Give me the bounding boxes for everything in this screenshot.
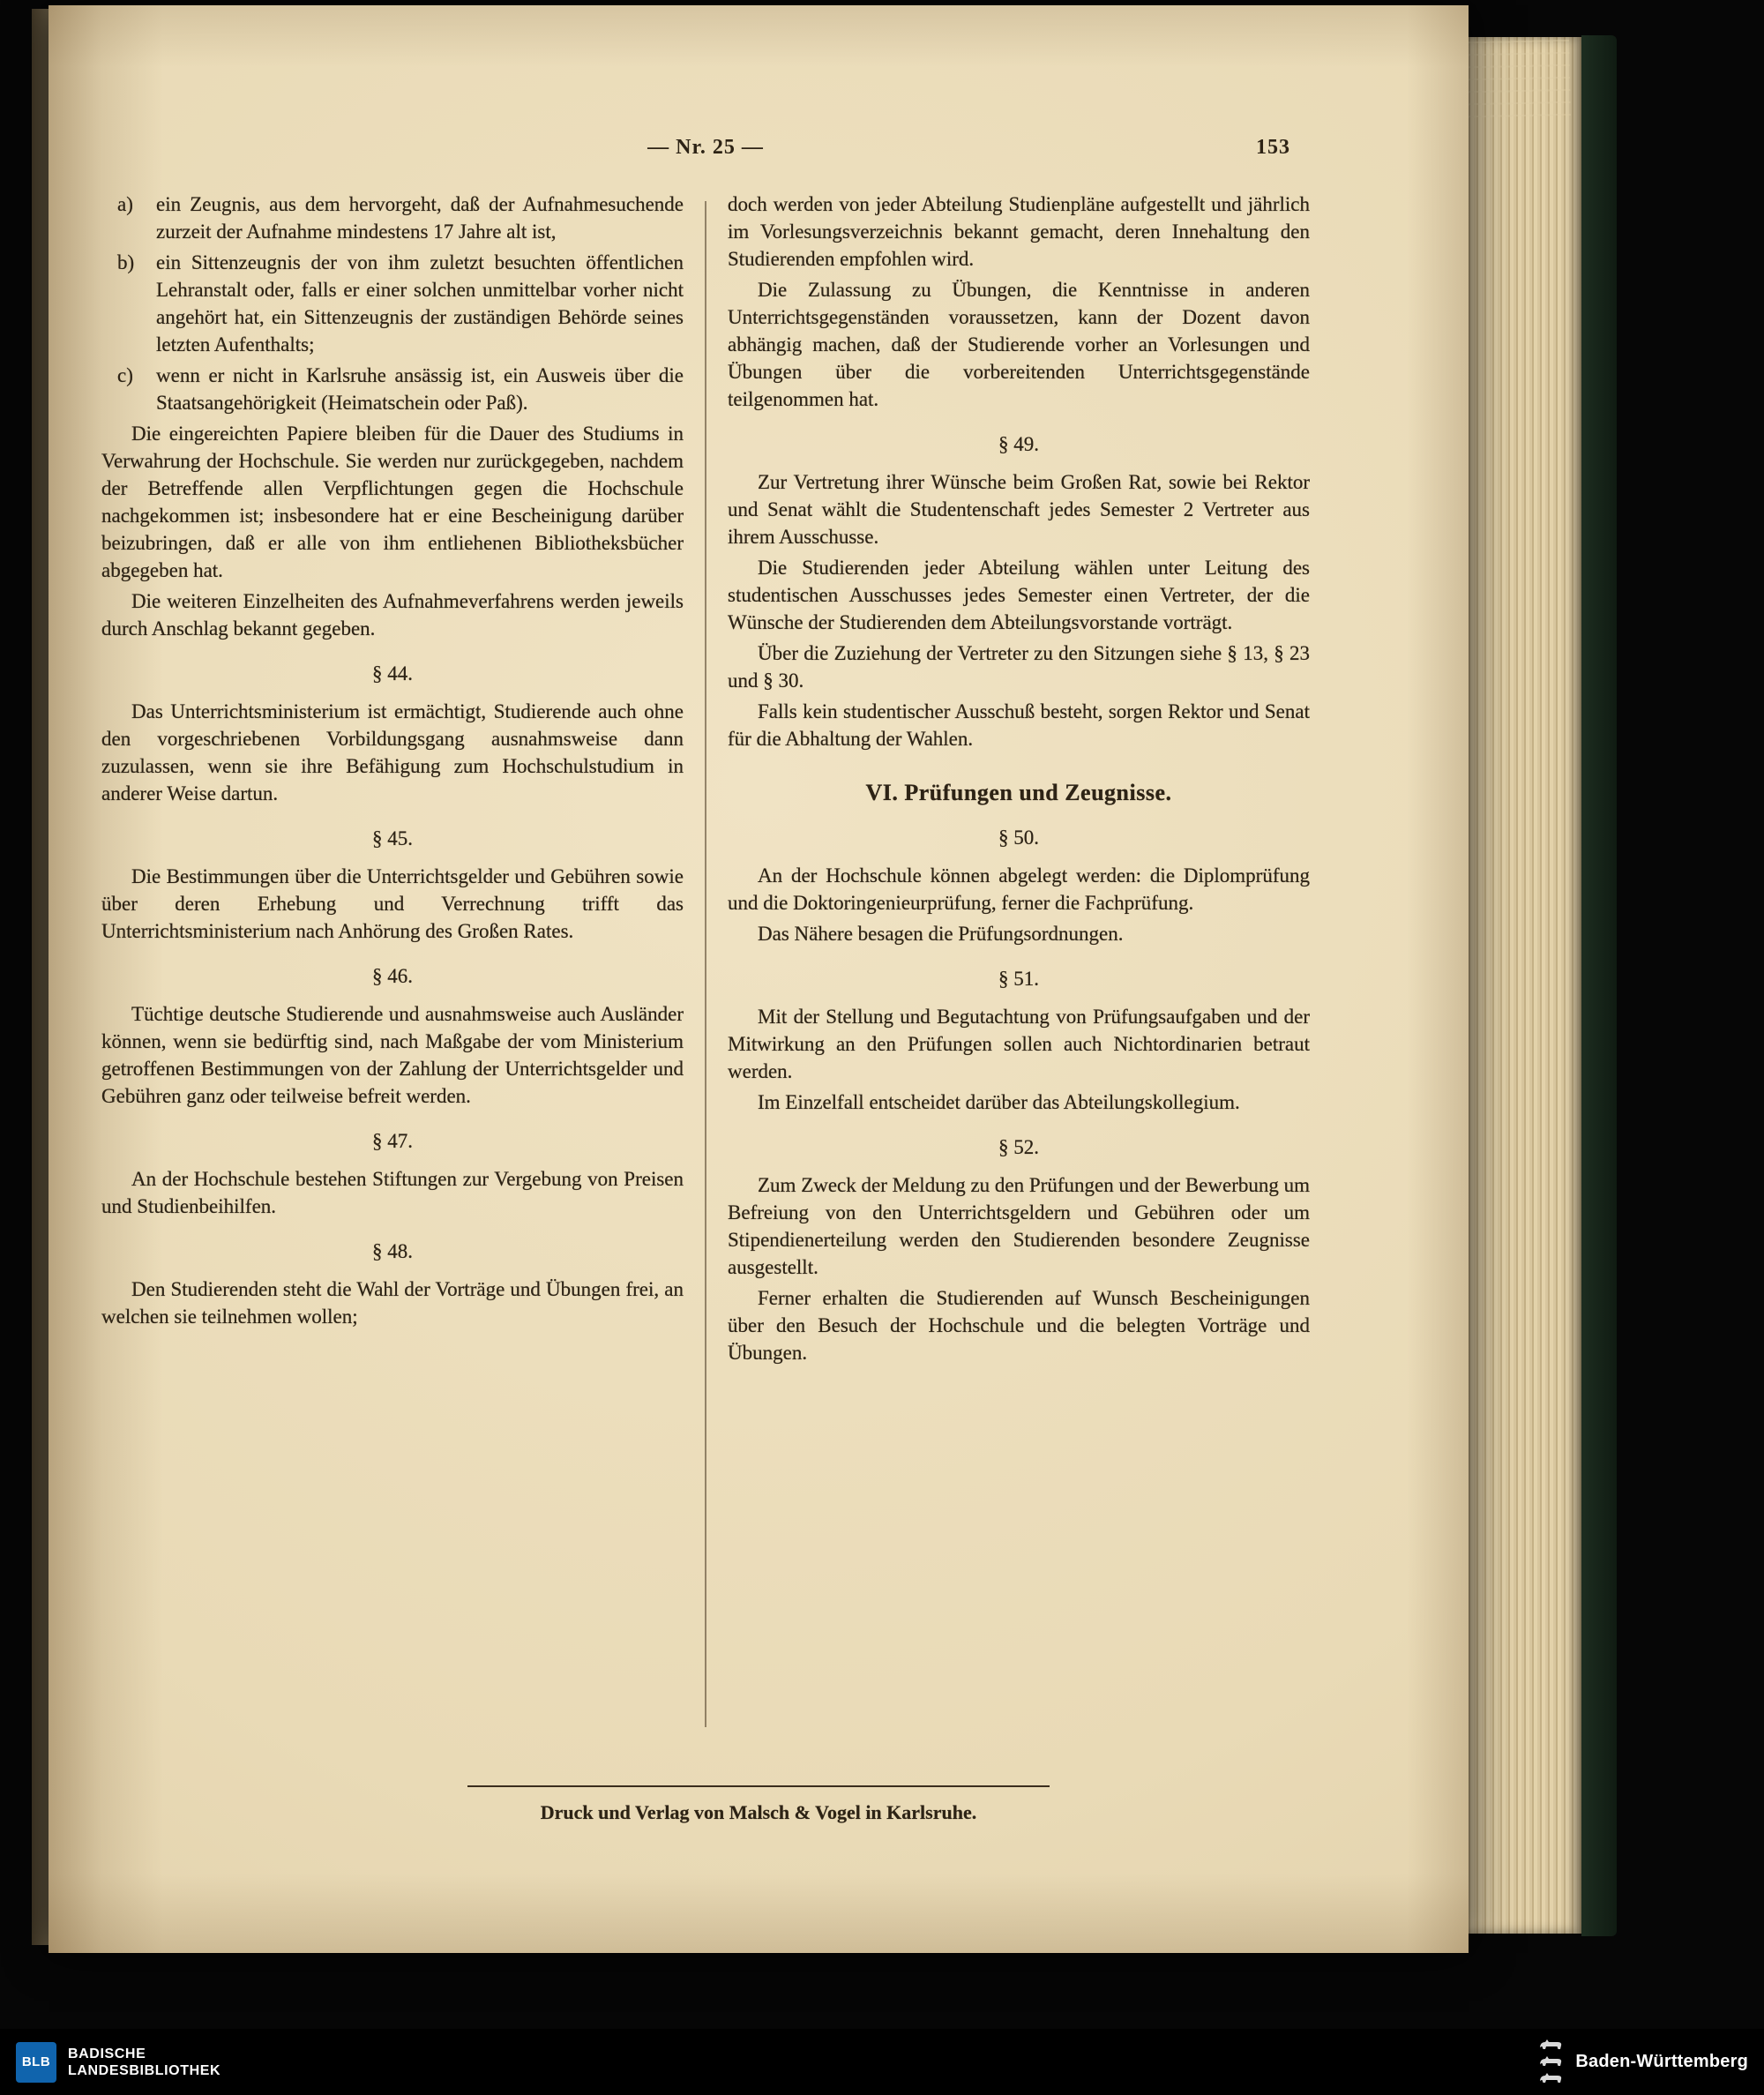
list-item — [101, 249, 684, 358]
paragraph: Falls kein studentischer Ausschuß besteht, sorgen Rektor und Senat für die Abhaltung der Wahlen. — [728, 700, 1310, 750]
library-name-line2: LANDESBIBLIOTHEK — [68, 2062, 221, 2078]
paragraph: Mit der Stellung und Begutachtung von Prüfungsaufgaben und der Mitwirkung an den Prüfungen sollen auch Nichtordinarien betraut werden. — [728, 1006, 1310, 1082]
paragraph: doch werden von jeder Abteilung Studienpläne aufgestellt und jährlich im Vorlesungsverzeichnis bekannt gemacht, deren Innehaltung den Studierenden empfohlen wird. — [728, 193, 1310, 270]
section-number: § 45. — [372, 827, 413, 849]
paragraph: Den Studierenden steht die Wahl der Vorträge und Übungen frei, an welchen sie teilnehmen wollen; — [101, 1278, 684, 1328]
page-edge-stack — [1466, 37, 1582, 1934]
library-name-line1: BADISCHE — [68, 2046, 146, 2061]
section-number: § 51. — [998, 968, 1039, 990]
section-number: § 49. — [998, 433, 1039, 455]
library-name — [68, 2046, 220, 2079]
page-number: 153 — [1256, 136, 1290, 159]
library-branding — [16, 2042, 220, 2083]
paragraph: Die Zulassung zu Übungen, die Kenntnisse in anderen Unterrichtsgegenständen voraussetzen, kann der Dozent davon abhängig machen, daß der Studierende vorher an Vorlesungen und Übungen über die vorbereitenden Unterrichtsgegenstände teilgenommen hat. — [728, 279, 1310, 410]
page-content — [101, 5, 1310, 1953]
paragraph: Das Unterrichtsministerium ist ermächtigt, Studierende auch ohne den vorgeschriebenen Vorbildungsgang ausnahmsweise dann zuzulassen, wenn sie ihre Befähigung zum Hochschulstudium in anderer Weise dartun. — [101, 700, 684, 804]
imprint-rule — [467, 1785, 1050, 1787]
list-item-label: b) — [117, 251, 135, 273]
list-item — [101, 191, 684, 245]
paragraph: Tüchtige deutsche Studierende und ausnahmsweise auch Ausländer können, wenn sie bedürftig sind, nach Maßgabe der vom Ministerium getroffenen Bestimmungen von der Zahlung der Unterrichtsgelder und Gebühren ganz oder teilweise befreit werden. — [101, 1003, 684, 1107]
paragraph: Die eingereichten Papiere bleiben für die Dauer des Studiums in Verwahrung der Hochschule. Sie werden nur zurückgegeben, nachdem der Betreffende allen Verpflichtungen gegen die Hochschule nachgekommen ist; insbesondere hat er eine Bescheinigung darüber beizubringen, daß er alle von ihm entliehenen Bibliotheksbücher abgegeben hat. — [101, 423, 684, 581]
blb-logo-text: BLB — [21, 2054, 51, 2069]
page-header — [101, 136, 1310, 160]
paragraph: Ferner erhalten die Studierenden auf Wunsch Bescheinigungen über den Besuch der Hochschule und die belegten Vorträge und Übungen. — [728, 1287, 1310, 1364]
paragraph: Im Einzelfall entscheidet darüber das Abteilungskollegium. — [758, 1091, 1240, 1113]
paragraph: An der Hochschule können abgelegt werden: die Diplomprüfung und die Doktoringenieurprüfung, ferner die Fachprüfung. — [728, 864, 1310, 914]
state-branding — [1538, 2038, 1748, 2087]
section-number: § 46. — [372, 965, 413, 987]
paragraph: Zur Vertretung ihrer Wünsche beim Großen Rat, sowie bei Rektor und Senat wählt die Studentenschaft jedes Semester 2 Vertreter aus ihrem Ausschusse. — [728, 471, 1310, 548]
section-number: § 48. — [372, 1240, 413, 1262]
paragraph: Über die Zuziehung der Vertreter zu den Sitzungen siehe § 13, § 23 und § 30. — [728, 642, 1310, 692]
paragraph: Zum Zweck der Meldung zu den Prüfungen und der Bewerbung um Befreiung von den Unterrichtsgeldern und Gebühren oder um Stipendienerteilung werden den Studierenden besondere Zeugnisse ausgestellt. — [728, 1174, 1310, 1278]
list-item — [101, 362, 684, 416]
left-column — [101, 191, 684, 1370]
paragraph: Die Studierenden jeder Abteilung wählen unter Leitung des studentischen Ausschusses jedes Semester einen Vertreter, der die Wünsche der Studierenden dem Abteilungsvorstande vorträgt. — [728, 557, 1310, 633]
text-columns — [101, 191, 1310, 1370]
chapter-heading: VI. Prüfungen und Zeugnisse. — [865, 780, 1172, 805]
list-item-label: c) — [117, 364, 133, 386]
facing-page-edge — [32, 9, 49, 1945]
section-number: § 44. — [372, 662, 413, 685]
issue-label: — Nr. 25 — — [647, 136, 764, 159]
viewer-footer — [0, 2029, 1764, 2095]
list-item-text: wenn er nicht in Karlsruhe ansässig ist, ein Ausweis über die Staatsangehörigkeit (Heimatschein oder Paß). — [156, 364, 684, 414]
bw-lions-icon — [1538, 2038, 1565, 2087]
list-item-text: ein Sittenzeugnis der von ihm zuletzt besuchten öffentlichen Lehranstalt oder, falls er einer solchen unmittelbar vorher nicht angehört hat, ein Sittenzeugnis der zuständigen Behörde seines letzten Aufenthalts; — [156, 251, 684, 355]
section-number: § 47. — [372, 1130, 413, 1152]
paragraph: Das Nähere besagen die Prüfungsordnungen. — [758, 923, 1124, 945]
right-column — [728, 191, 1310, 1370]
scanned-page — [49, 5, 1469, 1953]
paragraph: Die Bestimmungen über die Unterrichtsgelder und Gebühren sowie über deren Erhebung und Verrechnung trifft das Unterrichtsministerium nach Anhörung des Großen Rates. — [101, 865, 684, 942]
blb-logo — [16, 2042, 56, 2083]
imprint — [154, 1785, 1363, 1824]
section-number: § 50. — [998, 827, 1039, 849]
list-item-label: a) — [117, 193, 133, 215]
paragraph: An der Hochschule bestehen Stiftungen zur Vergebung von Preisen und Studienbeihilfen. — [101, 1168, 684, 1217]
paragraph: Die weiteren Einzelheiten des Aufnahmeverfahrens werden jeweils durch Anschlag bekannt gegeben. — [101, 590, 684, 640]
list-item-text: ein Zeugnis, aus dem hervorgeht, daß der Aufnahmesuchende zurzeit der Aufnahme mindestens 17 Jahre alt ist, — [156, 193, 684, 243]
section-number: § 52. — [998, 1136, 1039, 1158]
state-name: Baden-Württemberg — [1575, 2052, 1748, 2071]
book-cover-edge — [1581, 35, 1617, 1936]
imprint-text: Druck und Verlag von Malsch & Vogel in Karlsruhe. — [540, 1801, 977, 1823]
